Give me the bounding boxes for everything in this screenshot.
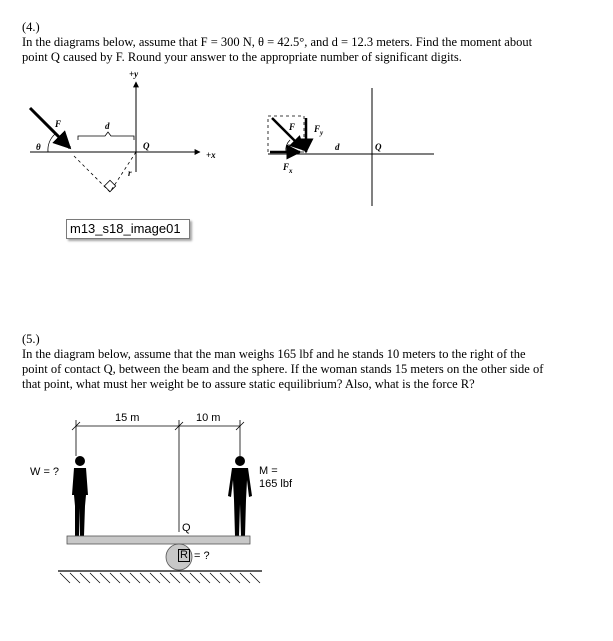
label-Fx: $F_x$ (283, 162, 293, 175)
man-silhouette (228, 456, 252, 536)
problem-4-text-line-2: point Q caused by F. Round your answer to the appropriate number of significant digits. (22, 50, 462, 64)
ground-hatching (60, 573, 260, 583)
label-F-right: F (289, 122, 296, 132)
problem-5-text-line-3: that point, what must her weight be to assure static equilibrium? Also, what is the force R? (22, 377, 475, 391)
label-R: R (180, 549, 188, 561)
label-d-right: d (335, 142, 340, 152)
problem-5-text-line-2: point of contact Q, between the beam and the sphere. If the woman stands 15 meters on the other side of (22, 362, 544, 376)
label-plus-x: +x (206, 150, 216, 160)
label-R-equals: = ? (194, 550, 210, 562)
label-Q-right: Q (375, 142, 382, 152)
label-man-weight-2: 165 lbf (259, 478, 293, 490)
label-F-left: F (55, 119, 62, 129)
label-theta-left: θ (36, 142, 41, 152)
problem-4-number: (4.) (22, 20, 40, 34)
label-Fy: $F_y$ (314, 124, 324, 137)
problem-4-text-line-1: In the diagrams below, assume that F = 300 N, θ = 42.5°, and d = 12.3 meters. Find the moment about (22, 35, 533, 49)
label-theta-right: θ (286, 143, 291, 153)
label-10-m: 10 m (196, 412, 221, 424)
label-Q: Q (182, 522, 191, 534)
label-woman-weight: W = ? (30, 466, 60, 478)
label-Q-left: Q (143, 141, 150, 151)
beam (67, 536, 250, 544)
label-plus-y: +y (129, 69, 139, 79)
woman-silhouette (72, 456, 88, 536)
label-15-m: 15 m (115, 412, 140, 424)
label-d-left: d (105, 121, 110, 131)
problem-5-number: (5.) (22, 332, 40, 346)
label-man-weight-1: M = (259, 465, 278, 477)
label-r: r (128, 168, 132, 178)
problem-5-text-line-1: In the diagram below, assume that the man weighs 165 lbf and he stands 10 meters to the right of the (22, 347, 526, 361)
image-name-tag: m13_s18_image01 (66, 219, 190, 239)
